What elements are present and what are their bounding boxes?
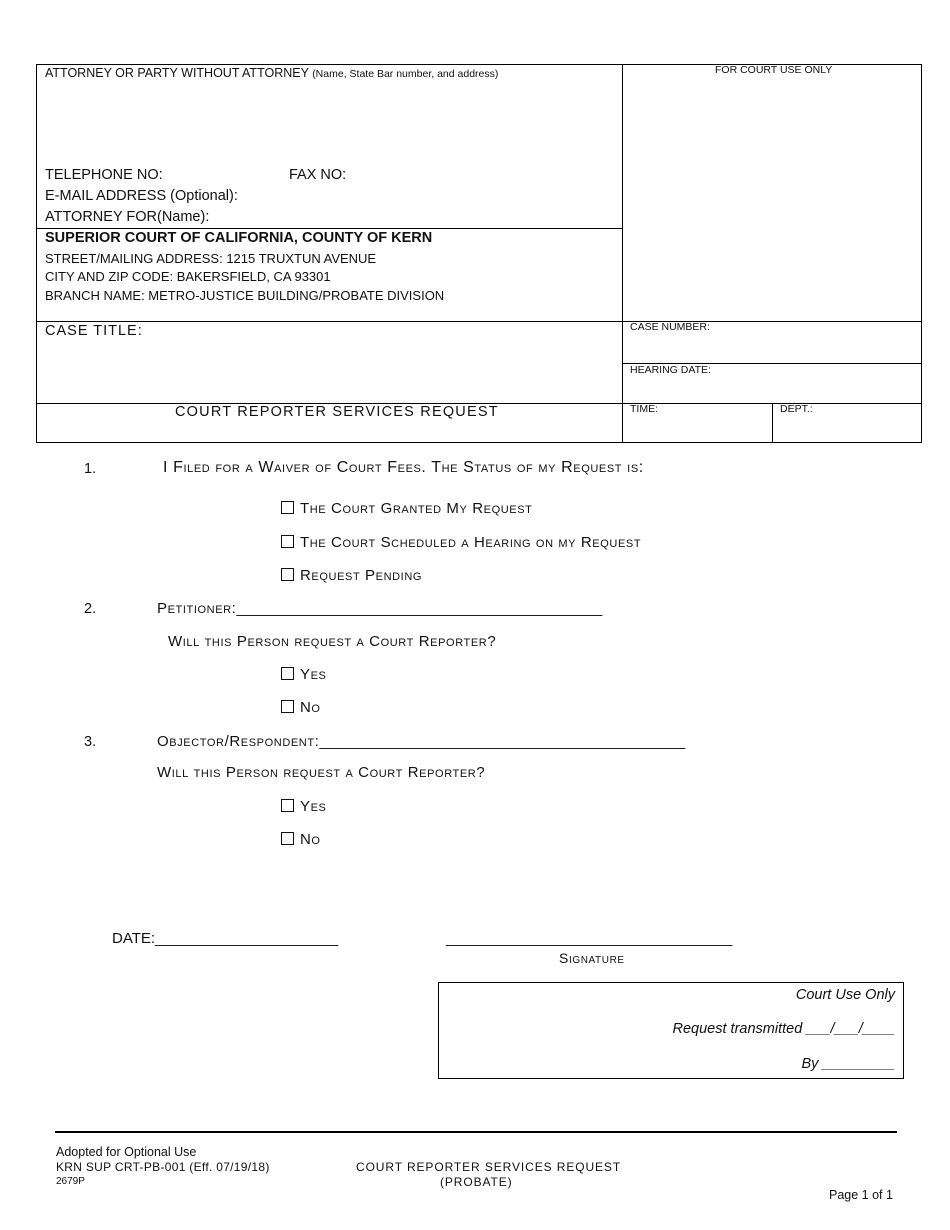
court-use-box <box>438 982 904 1079</box>
item-1-text: I Filed for a Waiver of Court Fees. The Status of my Request is: <box>163 459 644 476</box>
court-use-label: FOR COURT USE ONLY <box>715 64 833 76</box>
option-court-granted[interactable] <box>281 500 533 517</box>
case-number-label: CASE NUMBER: <box>630 321 710 333</box>
item-1-number: 1. <box>84 461 97 477</box>
court-street: STREET/MAILING ADDRESS: 1215 TRUXTUN AVENUE <box>45 251 377 266</box>
objector-field[interactable] <box>157 733 685 750</box>
footer-title: COURT REPORTER SERVICES REQUEST <box>356 1160 622 1174</box>
checkbox[interactable] <box>281 799 294 812</box>
rule <box>36 228 623 229</box>
attorney-heading <box>45 66 498 80</box>
attorney-label: ATTORNEY OR PARTY WITHOUT ATTORNEY <box>45 66 309 80</box>
checkbox[interactable] <box>281 667 294 680</box>
court-city: CITY AND ZIP CODE: BAKERSFIELD, CA 93301 <box>45 269 331 284</box>
rule <box>36 321 922 322</box>
date-label: DATE: <box>112 930 156 947</box>
checkbox[interactable] <box>281 568 294 581</box>
checkbox[interactable] <box>281 501 294 514</box>
request-transmitted: Request transmitted ___/___/____ <box>672 1021 895 1037</box>
option-label: Yes <box>300 666 327 683</box>
case-title-label: CASE TITLE: <box>45 323 143 339</box>
petitioner-no[interactable] <box>281 699 321 716</box>
signature-line[interactable]: ____________________________________ <box>446 930 732 947</box>
item-3-number: 3. <box>84 734 97 750</box>
option-hearing-scheduled[interactable] <box>281 534 641 551</box>
hearing-date-label: HEARING DATE: <box>630 364 711 376</box>
objector-blank[interactable]: ______________________________________________ <box>319 733 685 750</box>
item-2-number: 2. <box>84 601 97 617</box>
option-label: Yes <box>300 798 327 815</box>
option-label: The Court Granted My Request <box>300 500 533 517</box>
court-use-title: Court Use Only <box>795 987 895 1003</box>
email-label: E-MAIL ADDRESS (Optional): <box>45 188 238 204</box>
rule <box>36 442 922 443</box>
rule <box>622 64 623 443</box>
objector-label: Objector/Respondent: <box>157 733 320 750</box>
option-label: No <box>300 831 321 848</box>
option-request-pending[interactable] <box>281 567 422 584</box>
petitioner-field[interactable] <box>157 600 602 617</box>
form-code: 2679P <box>56 1176 85 1187</box>
telephone-label: TELEPHONE NO: <box>45 167 163 183</box>
petitioner-question: Will this Person request a Court Reporter? <box>168 633 497 650</box>
adopted-note: Adopted for Optional Use <box>56 1145 197 1159</box>
objector-question: Will this Person request a Court Reporter? <box>157 764 486 781</box>
fax-label: FAX NO: <box>289 167 347 183</box>
footer-rule <box>55 1131 897 1133</box>
time-label: TIME: <box>630 403 658 415</box>
petitioner-yes[interactable] <box>281 666 326 683</box>
checkbox[interactable] <box>281 535 294 548</box>
date-field[interactable] <box>112 930 338 947</box>
option-label: Request Pending <box>300 567 423 584</box>
rule <box>36 64 37 443</box>
transmitted-by: By _________ <box>801 1056 895 1072</box>
option-label: No <box>300 699 321 716</box>
objector-yes[interactable] <box>281 798 326 815</box>
date-blank[interactable]: _______________________ <box>155 930 338 947</box>
rule <box>772 403 773 443</box>
form-title: COURT REPORTER SERVICES REQUEST <box>175 404 499 420</box>
signature-label: Signature <box>559 950 625 966</box>
attorney-for-label: ATTORNEY FOR(Name): <box>45 209 210 225</box>
court-name: SUPERIOR COURT OF CALIFORNIA, COUNTY OF KERN <box>45 230 433 246</box>
petitioner-label: Petitioner: <box>157 600 237 617</box>
form-number: KRN SUP CRT-PB-001 (Eff. 07/19/18) <box>56 1160 270 1174</box>
checkbox[interactable] <box>281 832 294 845</box>
dept-label: DEPT.: <box>780 403 813 415</box>
option-label: The Court Scheduled a Hearing on my Request <box>300 534 642 551</box>
petitioner-blank[interactable]: ______________________________________________ <box>236 600 602 617</box>
attorney-note: (Name, State Bar number, and address) <box>312 68 499 80</box>
page-number: Page 1 of 1 <box>829 1188 893 1202</box>
objector-no[interactable] <box>281 831 321 848</box>
rule <box>921 64 922 443</box>
checkbox[interactable] <box>281 700 294 713</box>
court-branch: BRANCH NAME: METRO-JUSTICE BUILDING/PROBATE DIVISION <box>45 288 445 303</box>
footer-subtitle: (PROBATE) <box>440 1175 513 1189</box>
